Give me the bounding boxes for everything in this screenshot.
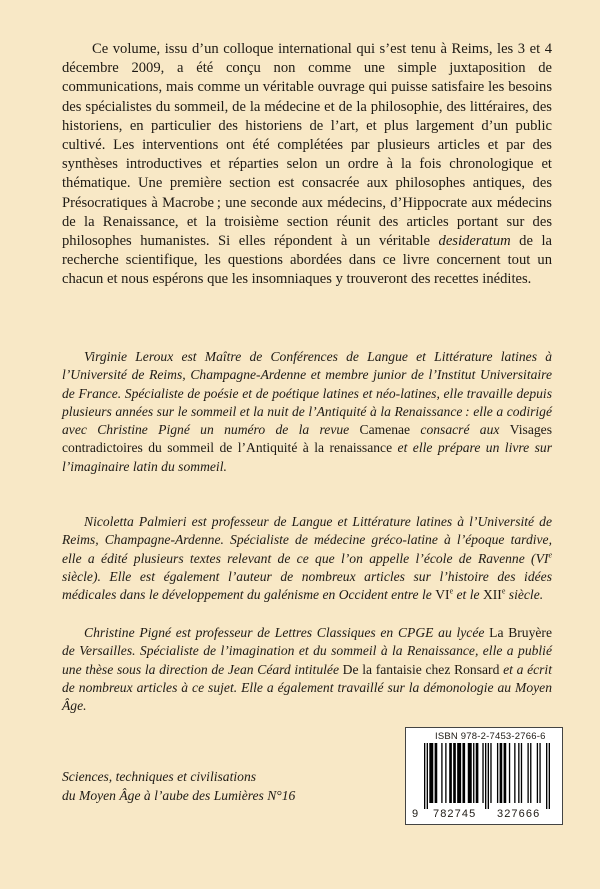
- barcode-bar: [488, 743, 489, 809]
- barcode-bar: [462, 743, 465, 803]
- barcode-bar: [435, 743, 438, 803]
- barcode-bar: [453, 743, 456, 803]
- bio-palmieri-text-1: Nicoletta Palmieri est professeur de Langue et Littérature latines à l’Université de Reims, Champagne-Ardenne. Spécialiste de médecine gréco-latine à l’époque tardive, elle a édité plusieurs textes relevant de ce que l’on appelle l’école de Ravenne (: [62, 514, 552, 566]
- bio-pigne-thesis-title: De la fantaisie chez Ronsard: [342, 661, 500, 677]
- barcode-bar: [549, 743, 550, 809]
- barcode-bar: [546, 743, 547, 809]
- barcode-bar: [476, 743, 479, 803]
- ean-digit-first: 9: [412, 808, 420, 820]
- summary-desideratum: desideratum: [438, 233, 511, 250]
- bio-pigne-text-5: et a écrit de nombreux articles à ce sujet. Elle a également travaillé sur la démonologie au Moyen Âge.: [62, 661, 552, 714]
- bio-palmieri-text-4: siècle). Elle est également l’auteur de nombreux articles sur l’histoire des idées médicales dans le développement du galénisme en Occident entre le: [62, 568, 552, 603]
- bio-palmieri-text-10: siècle.: [505, 587, 544, 603]
- bio-pigne-text-3: de Versailles. Spécialiste de l’imagination et du sommeil à la Renaissance, elle a publié une thèse sous la direction de Jean Céard intitulée: [62, 643, 552, 677]
- barcode-bar: [539, 743, 540, 803]
- barcode-bar: [424, 743, 425, 809]
- bio-christine-pigne: [62, 624, 552, 715]
- series-line-1: Sciences, techniques et civilisations: [62, 769, 257, 784]
- barcode-bar: [537, 743, 538, 803]
- ean-digits-left: 782745: [433, 808, 477, 820]
- barcode-bar: [429, 743, 433, 803]
- bio-palmieri-text-7: et le: [453, 587, 483, 603]
- barcode-bar: [500, 743, 503, 803]
- barcode-bar: [449, 743, 452, 803]
- barcode-bar: [427, 743, 428, 809]
- bio-palmieri-sup-3: e: [501, 586, 506, 596]
- barcode-bar: [518, 743, 519, 803]
- barcode-bar: [514, 743, 515, 803]
- bio-palmieri-century-1: VI: [535, 550, 549, 566]
- bio-nicoletta-palmieri: [62, 513, 552, 604]
- bio-palmieri-sup-1: e: [548, 550, 552, 560]
- bio-pigne-la-bruyere: La Bruyère: [489, 625, 552, 640]
- summary-text-3: de la recherche scientifique, les questions abordées dans ce livre concernent tout un chacun et nous espérons que les insomniaques y trouveront des recettes inédites.: [62, 233, 552, 288]
- bio-leroux-text-5: et elle prépare un livre sur l’imaginaire latin du sommeil.: [62, 440, 553, 474]
- bio-pigne-text-1: Christine Pigné est professeur de Lettres Classiques en CPGE au lycée: [84, 625, 490, 640]
- bio-leroux-text-3: consacré aux: [410, 422, 510, 438]
- barcode-bar: [457, 743, 461, 803]
- barcode-bar: [509, 743, 510, 803]
- barcode-bar: [468, 743, 472, 803]
- barcode-bar: [473, 743, 474, 803]
- bio-leroux-visages-title: Visages contradictoires du sommeil de l’Antiquité à la renaissance: [62, 422, 552, 456]
- barcode-bar: [490, 743, 491, 803]
- ean-barcode: [424, 743, 550, 809]
- summary-paragraph: [62, 40, 552, 290]
- barcode-bar: [482, 743, 483, 803]
- bio-palmieri-sup-2: e: [449, 586, 454, 596]
- barcode-bar: [504, 743, 507, 803]
- barcode-bar: [441, 743, 442, 803]
- barcode-bar: [485, 743, 486, 809]
- barcode-bar: [445, 743, 446, 803]
- isbn-label: ISBN 978-2-7453-2766-6: [435, 731, 546, 742]
- ean-digits-right: 327666: [497, 808, 541, 820]
- barcode-bar: [530, 743, 531, 803]
- barcode-bar: [497, 743, 498, 803]
- bio-palmieri-century-3: XII: [482, 587, 502, 603]
- barcode-bar: [521, 743, 522, 803]
- series-line-2: du Moyen Âge à l’aube des Lumières N°16: [62, 787, 296, 803]
- bio-leroux-text-1: Virginie Leroux est Maître de Conférences de Langue et Littérature latines à l’Université de Reims, Champagne-Ardenne et membre junior de l’Institut Universitaire de France. Spécialiste de poésie et de poétique latines et néo-latines, elle travaille depuis plusieurs années sur le sommeil et la nuit de l’Antiquité à la Renaissance : elle a codirigé avec Christine Pigné un numéro de la revue: [62, 349, 552, 438]
- bio-palmieri-century-2: VI: [435, 587, 450, 603]
- bio-virginie-leroux: [62, 348, 552, 476]
- summary-text-1: Ce volume, issu d’un colloque international qui s’est tenu à Reims, les 3 et 4 décembre 2009, a été conçu non comme une simple juxtaposition de communications, mais comme un véritable ouvrage qui puisse satisfaire les besoins des spécialistes du sommeil, de la médecine et de la philosophie, des littéraires, des historiens, en particulier des historiens de l’art, et plus largement d’un public cultivé. Les interventions ont été complétées par plusieurs articles et par des synthèses introductives et réparties selon un ordre à la fois chronologique et thématique. Une première section est consacrée aux philosophes antiques, des Présocratiques à Macrobe ; une seconde aux médecins, d’Hippocrate aux médecins de la Renaissance, et la troisième section réunit des articles portant sur des philosophes humanistes. Si elles répondent à un véritable: [62, 41, 552, 250]
- series-title: [62, 768, 295, 805]
- bio-leroux-camenae: Camenae: [359, 422, 411, 438]
- barcode-bar: [527, 743, 528, 803]
